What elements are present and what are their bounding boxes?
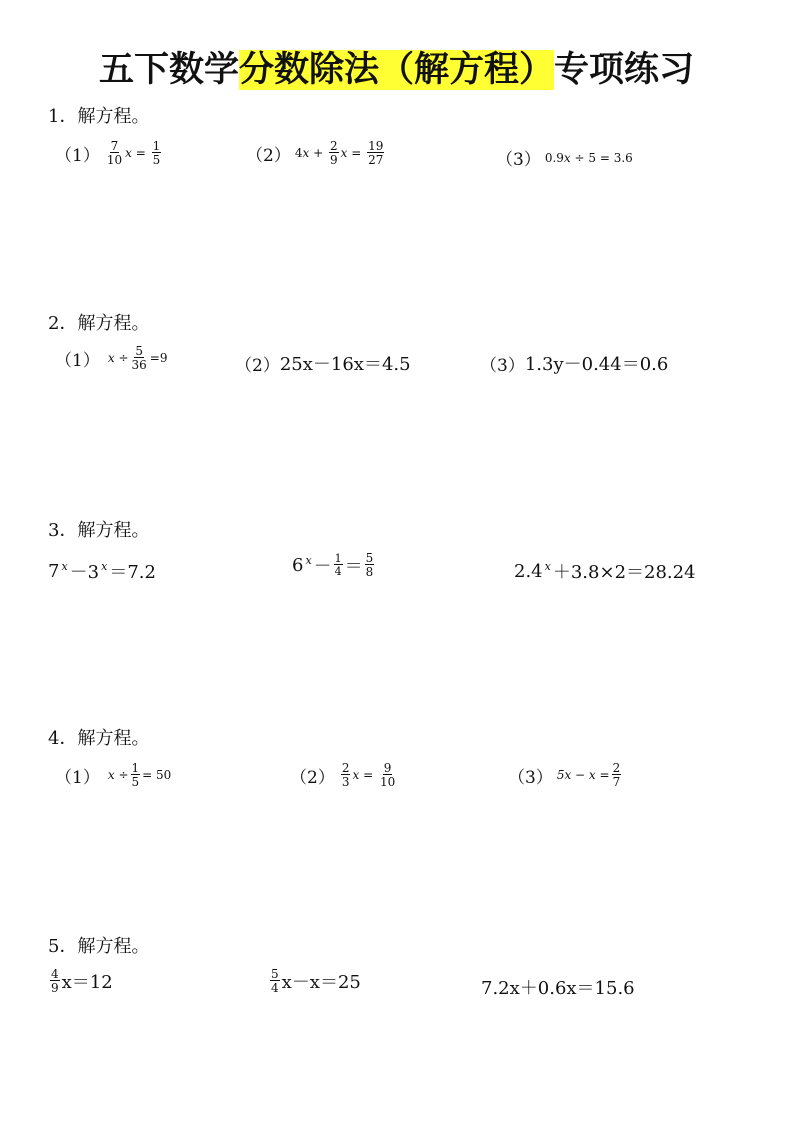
equation-4-2: （2） $\frac{2}{3}$ x = $\frac{9}{10}$ [290,761,396,789]
equation-label: （3） [508,767,553,788]
fraction: $\frac{5}{4}$ [271,967,279,995]
fraction: $\frac{2}{3}$ [341,761,350,789]
equation-label: （2） [246,145,291,166]
equation-label: （1） [55,145,100,166]
fraction: $\frac{19}{27}$ [368,139,384,167]
title-part1: 五下数学 [98,50,239,90]
fraction: $\frac{1}{5}$ [131,761,140,789]
equation-label: （1） [55,350,100,371]
equation-label: （3） [480,355,525,376]
equation-5-3: 7.2x＋0.6x＝15.6 [481,978,635,999]
fraction: $\frac{1}{5}$ [152,139,161,167]
fraction: $\frac{2}{9}$ [329,139,338,167]
equation-4-3: （3） 5x − x = $\frac{2}{7}$ [508,761,621,789]
section-4-heading: 4．解方程。 [48,728,150,749]
equation-3-3: 2.4 x ＋3.8×2＝28.24 [514,559,696,583]
equation-label: （3） [496,150,541,170]
equation-1-3: （3） 0.9 x ÷ 5 = 3.6 [496,145,633,170]
equation-label: （2） [235,355,280,376]
equation-4-1: （1） x ÷ $\frac{1}{5}$ = 50 [55,761,172,789]
equation-5-1: $\frac{4}{9}$ x＝12 [51,967,113,995]
equation-1-2: （2） 4 x + $\frac{2}{9}$ x = $\frac{19}{27}$ [246,139,384,167]
fraction: $\frac{4}{9}$ [51,967,59,995]
page-title [0,46,793,94]
equation-2-2: （2） 25x－16x＝4.5 [235,350,411,376]
equation-2-1: （1） x ÷ $\frac{5}{36}$ =9 [55,344,168,372]
equation-label: （1） [55,767,100,788]
equation-2-3: （3） 1.3y－0.44＝0.6 [480,350,668,376]
equation-label: （2） [290,767,335,788]
equation-1-1: （1） $\frac{7}{10}$ x = $\frac{1}{5}$ [55,139,161,167]
fraction: $\frac{7}{10}$ [106,139,123,167]
title-highlight: 分数除法（解方程） [238,50,554,90]
fraction: $\frac{5}{8}$ [365,551,374,579]
equation-3-2: 6 x － $\frac{1}{4}$ ＝ $\frac{5}{8}$ [292,551,374,579]
section-5-heading: 5．解方程。 [48,936,150,957]
fraction: $\frac{2}{7}$ [612,761,621,789]
fraction: $\frac{1}{4}$ [334,552,342,578]
equation-5-2: $\frac{5}{4}$ x－x＝25 [271,967,361,995]
title-part2: 专项练习 [554,50,695,90]
fraction: $\frac{5}{36}$ [131,344,147,372]
equation-3-1: 7 x －3 x ＝7.2 [48,559,156,583]
section-2-heading: 2．解方程。 [48,313,150,334]
fraction: $\frac{9}{10}$ [379,761,396,789]
section-1-heading: 1．解方程。 [48,106,150,127]
section-3-heading: 3．解方程。 [48,520,150,541]
